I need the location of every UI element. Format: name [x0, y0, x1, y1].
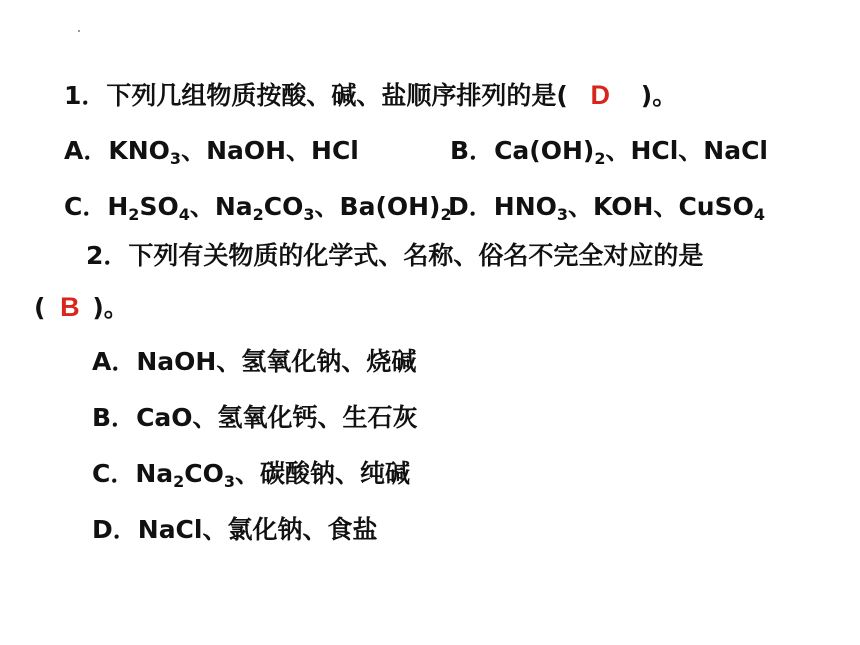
- q2-option-c: [92, 459, 410, 489]
- question-2-answer-line: [34, 292, 129, 323]
- question-2-text: 2．下列有关物质的化学式、名称、俗名不完全对应的是: [86, 241, 704, 270]
- subscript: 2: [440, 205, 452, 224]
- formula-text: 、NaOH、HCl: [181, 136, 359, 165]
- subscript: 4: [753, 205, 765, 224]
- stray-dot: [78, 30, 80, 32]
- subscript: 2: [594, 149, 606, 168]
- question-2-close: )。: [92, 293, 129, 322]
- formula-text: Ca(OH): [494, 136, 595, 165]
- option-label: C．: [92, 459, 136, 488]
- formula-text: 、KOH、CuSO: [568, 192, 754, 221]
- formula-text: 、Ba(OH): [314, 192, 441, 221]
- q1-option-d: [448, 192, 765, 222]
- subscript: 3: [169, 149, 182, 168]
- subscript: 2: [252, 205, 264, 224]
- question-1-close: )。: [640, 81, 678, 110]
- formula-text: KNO: [108, 136, 170, 165]
- subscript: 4: [178, 205, 190, 224]
- q1-option-b: [450, 136, 768, 166]
- formula-text: 、HCl、NaCl: [605, 136, 769, 165]
- question-2-open: (: [34, 293, 46, 322]
- subscript: 2: [173, 472, 185, 491]
- option-text: CaO、氢氧化钙、生石灰: [136, 403, 418, 432]
- option-label: D．: [92, 515, 138, 544]
- formula-text: HNO: [493, 192, 557, 221]
- formula-text: H: [107, 192, 129, 221]
- question-2-answer: B: [60, 292, 80, 322]
- option-label: B．: [450, 136, 495, 165]
- subscript: 2: [128, 205, 140, 224]
- formula-text: SO: [139, 192, 179, 221]
- question-1-text: 1．下列几组物质按酸、碱、盐顺序排列的是(: [64, 81, 568, 110]
- question-1-stem: [64, 80, 677, 111]
- question-1-answer: D: [590, 80, 611, 110]
- formula-text: Na: [135, 459, 174, 488]
- formula-text: CO: [184, 459, 224, 488]
- option-label: A．: [92, 347, 137, 376]
- option-label: C．: [64, 192, 108, 221]
- option-text: NaOH、氢氧化钠、烧碱: [136, 347, 417, 376]
- q2-option-a: [92, 347, 416, 377]
- option-label: A．: [64, 136, 109, 165]
- subscript: 3: [303, 205, 315, 224]
- q1-option-c: [64, 192, 452, 222]
- subscript: 3: [556, 205, 569, 224]
- question-2-stem: [86, 241, 703, 271]
- option-text: 、碳酸钠、纯碱: [235, 459, 411, 488]
- option-label: B．: [92, 403, 137, 432]
- formula-text: CO: [263, 192, 304, 221]
- option-label: D．: [448, 192, 494, 221]
- q2-option-b: [92, 403, 418, 433]
- option-text: NaCl、氯化钠、食盐: [137, 515, 378, 544]
- subscript: 3: [223, 472, 236, 491]
- q2-option-d: [92, 515, 377, 545]
- formula-text: 、Na: [189, 192, 253, 221]
- q1-option-a: [64, 136, 359, 166]
